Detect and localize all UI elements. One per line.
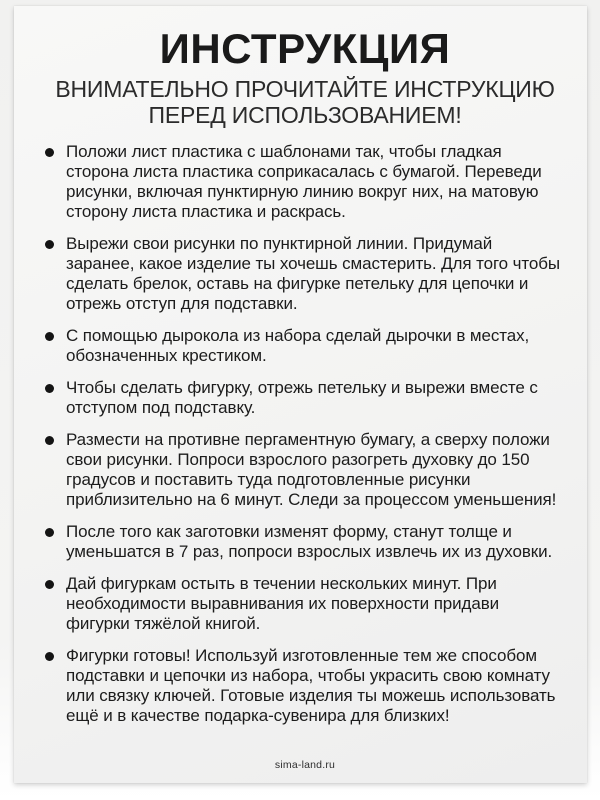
instruction-item bbox=[45, 646, 565, 726]
bullet-dot bbox=[45, 148, 54, 157]
subtitle-line-1: ВНИМАТЕЛЬНО ПРОЧИТАЙТЕ ИНСТРУКЦИЮ bbox=[55, 76, 555, 102]
instruction-text: Фигурки готовы! Используй изготовленные тем же способом подставки и цепочки из набора, чтобы украсить свою комнату или связку ключей. Готовые изделия ты можешь использовать ещё и в качестве подарка-сувенира для близких! bbox=[66, 645, 556, 725]
bullet-dot bbox=[45, 652, 54, 661]
page-title: ИНСТРУКЦИЯ bbox=[159, 25, 451, 72]
instruction-text: Дай фигуркам остыть в течении нескольких минут. При необходимости выравнивания их поверхности придави фигурки тяжёлой книгой. bbox=[66, 573, 500, 633]
instruction-text: Положи лист пластика с шаблонами так, чтобы гладкая сторона листа пластика соприкасалась с бумагой. Переведи рисунки, включая пунктирную линию вокруг них, на матовую сторону листа пластика и раскрась. bbox=[66, 141, 542, 221]
instruction-item bbox=[45, 234, 565, 314]
subtitle bbox=[45, 76, 565, 128]
instruction-text: Вырежи свои рисунки по пунктирной линии. Придумай заранее, какое изделие ты хочешь смастерить. Для того чтобы сделать брелок, оставь на фигурке петельку для цепочки и отрежь отступ для подставки. bbox=[66, 233, 561, 313]
bullet-dot bbox=[45, 240, 54, 249]
instruction-text: После того как заготовки изменят форму, станут толще и уменьшатся в 7 раз, попроси взрослых извлечь их из духовки. bbox=[66, 521, 553, 561]
instruction-item bbox=[45, 574, 565, 634]
instruction-item bbox=[45, 142, 565, 222]
instruction-item bbox=[45, 430, 565, 510]
instruction-sheet bbox=[14, 6, 587, 783]
instruction-item bbox=[45, 378, 565, 418]
subtitle-line-2: ПЕРЕД ИСПОЛЬЗОВАНИЕМ! bbox=[148, 101, 462, 128]
bullet-dot bbox=[45, 436, 54, 445]
instruction-list bbox=[45, 142, 565, 738]
instruction-item bbox=[45, 326, 565, 366]
instruction-text: Размести на противне пергаментную бумагу, а сверху положи свои рисунки. Попроси взрослого разогреть духовку до 150 градусов и поставить туда подготовленные рисунки приблизительно на 6 минут. Следи за процессом уменьшения! bbox=[66, 429, 557, 509]
instruction-item bbox=[45, 522, 565, 562]
bullet-dot bbox=[45, 332, 54, 341]
instruction-text: Чтобы сделать фигурку, отрежь петельку и вырежи вместе с отступом под подставку. bbox=[66, 377, 538, 417]
bullet-dot bbox=[45, 528, 54, 537]
bullet-dot bbox=[45, 384, 54, 393]
bullet-dot bbox=[45, 580, 54, 589]
instruction-text: С помощью дырокола из набора сделай дырочки в местах, обозначенных крестиком. bbox=[66, 325, 530, 365]
footer-url: sima-land.ru bbox=[274, 759, 336, 771]
